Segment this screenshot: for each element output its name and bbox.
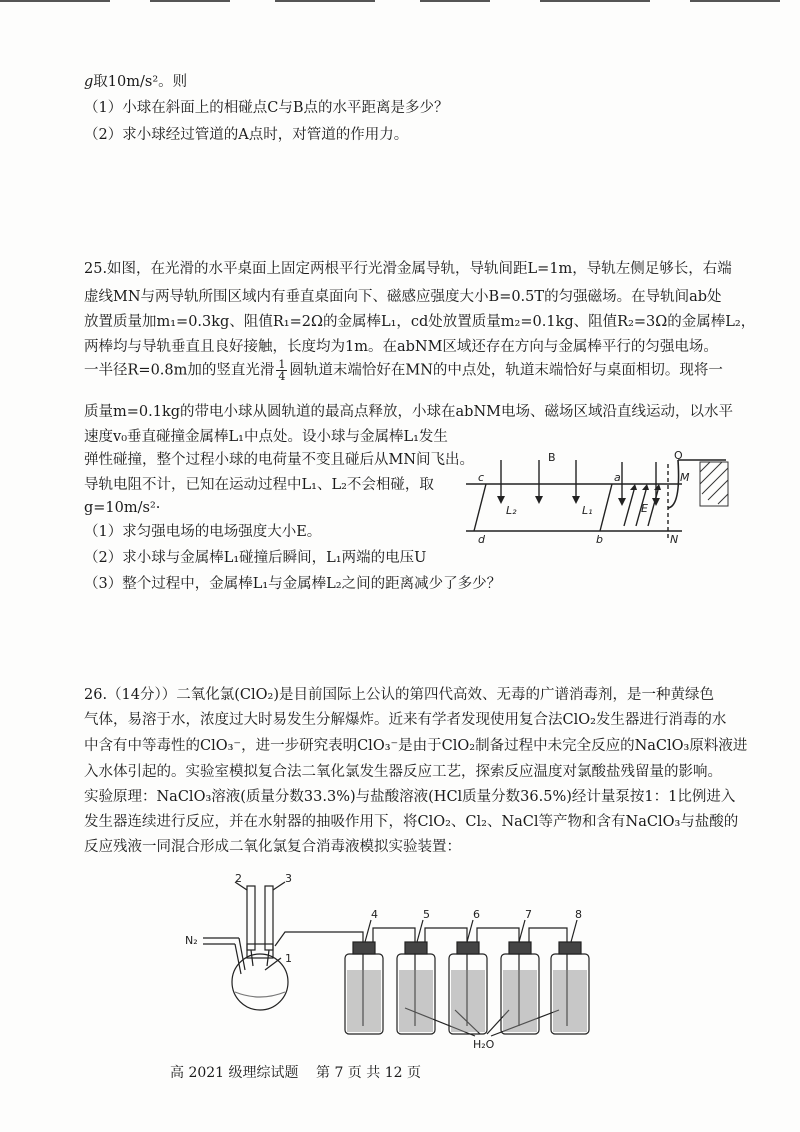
label-O: O	[674, 449, 683, 462]
label-d: d	[478, 533, 485, 546]
footer-page-number: 第 7 页 共 12 页	[316, 1065, 421, 1081]
q26-line5: 实验原理：NaClO₃溶液(质量分数33.3%)与盐酸溶液(HCl质量分数36.5%)经计量泵按1：1比例进入	[84, 789, 736, 805]
q26-line6: 发生器连续进行反应，并在水射器的抽吸作用下，将ClO₂、Cl₂、NaCl等产物和含有NaClO₃与盐酸的	[84, 814, 739, 830]
reaction-flask	[232, 954, 288, 1010]
e-field-arrow	[630, 484, 637, 490]
label-B: B	[548, 451, 556, 464]
q26-line2: 气体，易溶于水，浓度过大时易发生分解爆炸。近来有学者发现使用复合法ClO₂发生器进行消毒的水	[84, 712, 727, 728]
label-8: 8	[575, 908, 582, 921]
dropper-3	[265, 886, 273, 950]
rod-L2	[474, 484, 486, 531]
q25-line1: 25.如图，在光滑的水平桌面上固定两根平行光滑金属导轨，导轨间距L=1m，导轨左侧足够长，右端	[84, 261, 732, 277]
q26-apparatus-diagram	[185, 870, 605, 1050]
q25-line5: 一半径R=0.8m加的竖直光滑 $\frac{1}{4}$ 圆轨道末端恰好在MN的中点处，轨道末端恰好与桌面相切。现将一	[84, 358, 723, 383]
e-field-arrow	[642, 484, 649, 490]
q25-part1: （1）求匀强电场的电场强度大小E。	[84, 524, 322, 540]
label-M: M	[680, 471, 690, 484]
label-4: 4	[371, 908, 378, 921]
label-N2: N₂	[185, 934, 198, 947]
q24-part1: （1）小球在斜面上的相碰点C与B点的水平距离是多少？	[84, 100, 449, 116]
field-arrow	[535, 496, 543, 504]
label-E: E	[641, 502, 648, 515]
q25-line6: 质量m=0.1kg的带电小球从圆轨道的最高点释放，小球在abNM电场、磁场区域沿直线运动，以水平	[84, 404, 733, 420]
q25-rail-diagram	[456, 446, 748, 546]
q25-line4: 两棒均与导轨垂直且良好接触，长度均为1m。在abNM区域还存在方向与金属棒平行的匀强电场。	[84, 339, 718, 355]
quarter-fraction: $\frac{1}{4}$	[278, 358, 286, 383]
q25-line7: 速度v₀垂直碰撞金属棒L₁中点处。设小球与金属棒L₁发生	[84, 429, 448, 445]
q25-part3: （3）整个过程中，金属棒L₁与金属棒L₂之间的距离减少了多少？	[84, 576, 502, 592]
q25-line10: g=10m/s²·	[84, 500, 161, 516]
label-H2O: H₂O	[473, 1038, 495, 1050]
field-arrow	[572, 496, 580, 504]
field-arrow	[497, 496, 505, 504]
q26-line3: 中含有中等毒性的ClO₃⁻，进一步研究表明ClO₃⁻是由于ClO₂制备过程中未完全反应的NaClO₃原料液进	[84, 738, 748, 754]
label-1: 1	[285, 952, 292, 965]
label-a: a	[614, 471, 621, 484]
label-c: c	[478, 471, 485, 484]
label-b: b	[596, 533, 603, 546]
label-7: 7	[525, 908, 532, 921]
scan-top-edge	[0, 0, 800, 4]
q25-line2: 虚线MN与两导轨所围区域内有垂直桌面向下、磁感应强度大小B=0.5T的匀强磁场。在导轨间ab处	[84, 289, 722, 305]
q26-line4: 入水体引起的。实验室模拟复合法二氧化氯发生器反应工艺，探索反应温度对氯酸盐残留量的影响。	[84, 764, 722, 780]
label-6: 6	[473, 908, 480, 921]
q25-line9: 导轨电阻不计，已知在运动过程中L₁、L₂不会相碰，取	[84, 477, 434, 493]
e-field-arrow	[654, 484, 661, 490]
label-L2: L₂	[506, 504, 517, 517]
q25-line8: 弹性碰撞，整个过程小球的电荷量不变且碰后从MN间飞出。	[84, 452, 475, 468]
q24-given: g取10m/s²。则	[84, 74, 188, 90]
dropper-2	[247, 886, 255, 950]
label-5: 5	[423, 908, 430, 921]
label-3: 3	[285, 872, 292, 885]
q25-part2: （2）求小球与金属棒L₁碰撞后瞬间，L₁两端的电压U	[84, 550, 427, 566]
q25-line3: 放置质量加m₁=0.3kg、阻值R₁=2Ω的金属棒L₁，cd处放置质量m₂=0.1kg、阻值R₂=3Ω的金属棒L₂，	[84, 314, 756, 330]
q24-part2: （2）求小球经过管道的A点时，对管道的作用力。	[84, 127, 409, 143]
q26-line7: 反应残液一同混合形成二氧化氯复合消毒液模拟实验装置：	[84, 839, 461, 855]
rod-L1	[600, 484, 612, 531]
label-N: N	[670, 533, 679, 546]
footer-exam-title: 高 2021 级理综试题	[170, 1065, 299, 1081]
q26-line1: 26.（14分））二氧化氯(ClO₂)是目前国际上公认的第四代高效、无毒的广谱消毒剂，是一种黄绿色	[84, 687, 715, 703]
label-L1: L₁	[582, 504, 593, 517]
field-arrow	[618, 498, 626, 506]
label-2: 2	[235, 872, 242, 885]
